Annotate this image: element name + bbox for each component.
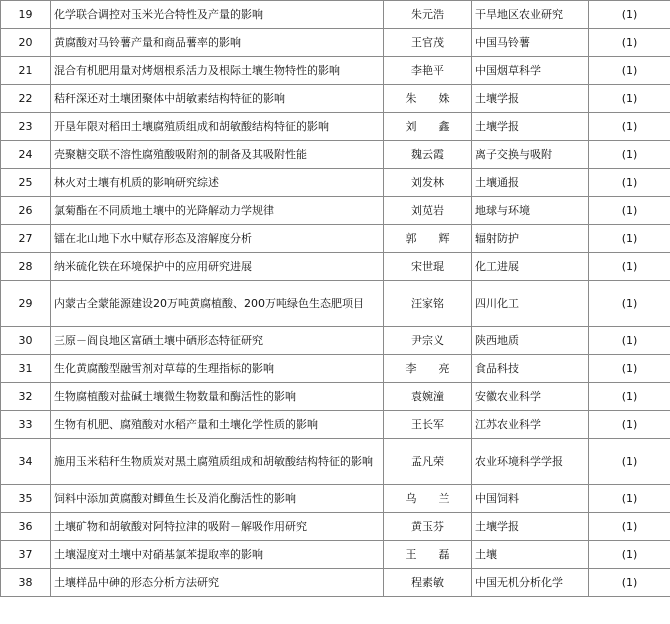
table-row	[1, 169, 670, 197]
paper-title: 三原－阎良地区富硒土壤中硒形态特征研究	[51, 327, 384, 355]
citation-count: (1)	[589, 225, 670, 253]
row-number: 27	[1, 225, 51, 253]
journal-name: 江苏农业科学	[472, 411, 589, 439]
paper-title: 内蒙古全蒙能源建设20万吨黄腐植酸、200万吨绿色生态肥项目	[51, 281, 384, 327]
table-row	[1, 29, 670, 57]
journal-name: 土壤学报	[472, 113, 589, 141]
citation-count: (1)	[589, 485, 670, 513]
row-number: 32	[1, 383, 51, 411]
row-number: 36	[1, 513, 51, 541]
citation-count: (1)	[589, 1, 670, 29]
journal-name: 干旱地区农业研究	[472, 1, 589, 29]
row-number: 26	[1, 197, 51, 225]
paper-title: 黄腐酸对马铃薯产量和商品薯率的影响	[51, 29, 384, 57]
row-number: 25	[1, 169, 51, 197]
journal-name: 离子交换与吸附	[472, 141, 589, 169]
journal-name: 陕西地质	[472, 327, 589, 355]
citation-count: (1)	[589, 169, 670, 197]
table-row	[1, 383, 670, 411]
paper-title: 开垦年限对稻田土壤腐殖质组成和胡敏酸结构特征的影响	[51, 113, 384, 141]
row-number: 31	[1, 355, 51, 383]
row-number: 33	[1, 411, 51, 439]
journal-name: 四川化工	[472, 281, 589, 327]
paper-title: 镭在北山地下水中赋存形态及溶解度分析	[51, 225, 384, 253]
citation-count: (1)	[589, 569, 670, 597]
journal-name: 地球与环境	[472, 197, 589, 225]
citation-count: (1)	[589, 541, 670, 569]
author-name: 李艳平	[384, 57, 472, 85]
author-name: 汪家铭	[384, 281, 472, 327]
author-name: 刘苋岩	[384, 197, 472, 225]
author-name: 王官茂	[384, 29, 472, 57]
table-row	[1, 569, 670, 597]
table-row	[1, 253, 670, 281]
citation-count: (1)	[589, 281, 670, 327]
paper-title: 施用玉米秸秆生物质炭对黑土腐殖质组成和胡敏酸结构特征的影响	[51, 439, 384, 485]
row-number: 22	[1, 85, 51, 113]
journal-name: 土壤	[472, 541, 589, 569]
author-name: 李 亮	[384, 355, 472, 383]
citation-count: (1)	[589, 383, 670, 411]
author-name: 魏云霞	[384, 141, 472, 169]
row-number: 23	[1, 113, 51, 141]
citation-count: (1)	[589, 355, 670, 383]
citation-count: (1)	[589, 197, 670, 225]
citation-count: (1)	[589, 513, 670, 541]
paper-title: 生物腐植酸对盐碱土壤微生物数量和酶活性的影响	[51, 383, 384, 411]
paper-title: 土壤湿度对土壤中对硝基氯苯提取率的影响	[51, 541, 384, 569]
author-name: 朱 姝	[384, 85, 472, 113]
row-number: 21	[1, 57, 51, 85]
author-name: 朱元浩	[384, 1, 472, 29]
journal-name: 土壤学报	[472, 513, 589, 541]
journal-name: 中国烟草科学	[472, 57, 589, 85]
author-name: 尹宗义	[384, 327, 472, 355]
table-row	[1, 327, 670, 355]
paper-title: 林火对土壤有机质的影响研究综述	[51, 169, 384, 197]
table-row	[1, 281, 670, 327]
citation-count: (1)	[589, 253, 670, 281]
paper-title: 秸秆深还对土壤团聚体中胡敏素结构特征的影响	[51, 85, 384, 113]
citation-count: (1)	[589, 85, 670, 113]
table-row	[1, 113, 670, 141]
row-number: 28	[1, 253, 51, 281]
journal-name: 安徽农业科学	[472, 383, 589, 411]
author-name: 程素敏	[384, 569, 472, 597]
citation-count: (1)	[589, 29, 670, 57]
author-name: 乌 兰	[384, 485, 472, 513]
journal-name: 土壤学报	[472, 85, 589, 113]
publication-table-body	[1, 1, 670, 597]
table-row	[1, 513, 670, 541]
journal-name: 中国马铃薯	[472, 29, 589, 57]
paper-title: 纳米硫化铁在环境保护中的应用研究进展	[51, 253, 384, 281]
table-row	[1, 85, 670, 113]
table-row	[1, 439, 670, 485]
row-number: 20	[1, 29, 51, 57]
row-number: 35	[1, 485, 51, 513]
journal-name: 土壤通报	[472, 169, 589, 197]
journal-name: 中国饲料	[472, 485, 589, 513]
row-number: 38	[1, 569, 51, 597]
paper-title: 混合有机肥用量对烤烟根系活力及根际土壤生物特性的影响	[51, 57, 384, 85]
paper-title: 饲料中添加黄腐酸对鲫鱼生长及消化酶活性的影响	[51, 485, 384, 513]
author-name: 郭 辉	[384, 225, 472, 253]
table-row	[1, 225, 670, 253]
journal-name: 食品科技	[472, 355, 589, 383]
row-number: 34	[1, 439, 51, 485]
row-number: 19	[1, 1, 51, 29]
paper-title: 化学联合调控对玉米光合特性及产量的影响	[51, 1, 384, 29]
table-row	[1, 57, 670, 85]
paper-title: 生化黄腐酸型融雪剂对草莓的生理指标的影响	[51, 355, 384, 383]
author-name: 刘发林	[384, 169, 472, 197]
table-row	[1, 1, 670, 29]
row-number: 37	[1, 541, 51, 569]
paper-title: 土壤矿物和胡敏酸对阿特拉津的吸附－解吸作用研究	[51, 513, 384, 541]
author-name: 王 磊	[384, 541, 472, 569]
author-name: 孟凡荣	[384, 439, 472, 485]
journal-name: 化工进展	[472, 253, 589, 281]
author-name: 黄玉芬	[384, 513, 472, 541]
table-row	[1, 355, 670, 383]
table-row	[1, 197, 670, 225]
paper-title: 生物有机肥、腐殖酸对水稻产量和土壤化学性质的影响	[51, 411, 384, 439]
table-row	[1, 541, 670, 569]
row-number: 29	[1, 281, 51, 327]
author-name: 宋世琨	[384, 253, 472, 281]
journal-name: 辐射防护	[472, 225, 589, 253]
author-name: 刘 鑫	[384, 113, 472, 141]
paper-title: 壳聚糖交联不溶性腐殖酸吸附剂的制备及其吸附性能	[51, 141, 384, 169]
citation-count: (1)	[589, 439, 670, 485]
citation-count: (1)	[589, 57, 670, 85]
author-name: 王长军	[384, 411, 472, 439]
citation-count: (1)	[589, 113, 670, 141]
citation-count: (1)	[589, 411, 670, 439]
paper-title: 氯菊酯在不同质地土壤中的光降解动力学规律	[51, 197, 384, 225]
table-row	[1, 485, 670, 513]
journal-name: 农业环境科学学报	[472, 439, 589, 485]
citation-count: (1)	[589, 327, 670, 355]
table-row	[1, 411, 670, 439]
citation-count: (1)	[589, 141, 670, 169]
journal-name: 中国无机分析化学	[472, 569, 589, 597]
row-number: 24	[1, 141, 51, 169]
row-number: 30	[1, 327, 51, 355]
author-name: 袁婉潼	[384, 383, 472, 411]
table-row	[1, 141, 670, 169]
paper-title: 土壤样品中砷的形态分析方法研究	[51, 569, 384, 597]
